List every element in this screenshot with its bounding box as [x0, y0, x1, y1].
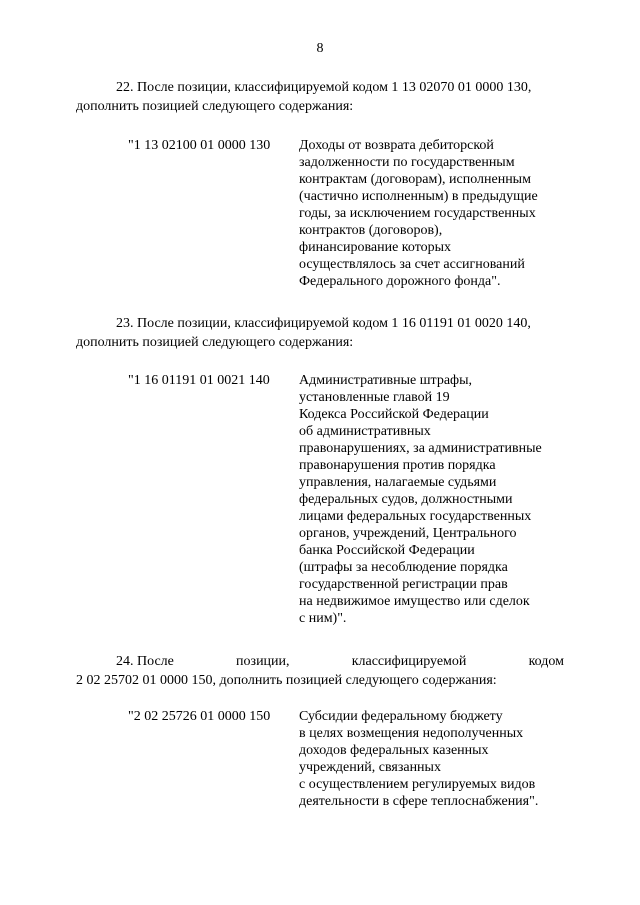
description-line: в целях возмещения недополученных: [299, 726, 524, 741]
classification-code-22: "1 13 02100 01 0000 130: [128, 138, 271, 153]
intro-word: 24. После: [116, 654, 174, 669]
description-line: (штрафы за несоблюдение порядка: [299, 560, 508, 575]
description-line: доходов федеральных казенных: [299, 743, 489, 758]
description-line: задолженности по государственным: [299, 155, 515, 170]
description-line: (частично исполненным) в предыдущие: [299, 189, 538, 204]
paragraph-intro-line: дополнить позицией следующего содержания:: [76, 335, 354, 350]
paragraph-intro-line: [76, 652, 564, 671]
paragraph-intro-line: 23. После позиции, классифицируемой кодом 1 16 01191 01 0020 140,: [116, 316, 531, 331]
description-line: на недвижимое имущество или сделок: [299, 594, 530, 609]
description-line: Административные штрафы,: [299, 373, 473, 388]
description-line: об административных: [299, 424, 431, 439]
description-line: контрактов (договоров),: [299, 223, 443, 238]
description-line: банка Российской Федерации: [299, 543, 475, 558]
description-line: Федерального дорожного фонда".: [299, 274, 501, 289]
classification-description-23: [299, 372, 579, 627]
description-line: контрактам (договорам), исполненным: [299, 172, 531, 187]
paragraph-intro-line: дополнить позицией следующего содержания:: [76, 99, 354, 114]
description-line: управления, налагаемые судьями: [299, 475, 497, 490]
classification-description-24: [299, 708, 579, 810]
description-line: учреждений, связанных: [299, 760, 441, 775]
classification-code-23: "1 16 01191 01 0021 140: [128, 373, 270, 388]
description-line: лицами федеральных государственных: [299, 509, 532, 524]
description-line: с ним)".: [299, 611, 347, 626]
description-line: финансирование которых: [299, 240, 452, 255]
paragraph-intro-line: 2 02 25702 01 0000 150, дополнить позицией следующего содержания:: [76, 673, 497, 688]
description-line: Доходы от возврата дебиторской: [299, 138, 494, 153]
description-line: государственной регистрации прав: [299, 577, 508, 592]
description-line: Кодекса Российской Федерации: [299, 407, 489, 422]
description-line: правонарушения против порядка: [299, 458, 496, 473]
description-line: осуществлялось за счет ассигнований: [299, 257, 525, 272]
description-line: правонарушениях, за административные: [299, 441, 542, 456]
paragraph-24-intro: [76, 652, 564, 690]
classification-code-24: "2 02 25726 01 0000 150: [128, 709, 271, 724]
description-line: федеральных судов, должностными: [299, 492, 513, 507]
description-line: с осуществлением регулируемых видов: [299, 777, 536, 792]
intro-word: позиции,: [236, 654, 290, 669]
page-number: 8: [316, 41, 324, 56]
intro-word: кодом: [528, 654, 564, 669]
description-line: деятельности в сфере теплоснабжения".: [299, 794, 539, 809]
intro-word: классифицируемой: [351, 654, 467, 669]
classification-description-22: [299, 137, 579, 290]
paragraph-intro-line: 22. После позиции, классифицируемой кодом 1 13 02070 01 0000 130,: [116, 80, 532, 95]
paragraph-22-intro: [76, 78, 564, 116]
description-line: Субсидии федеральному бюджету: [299, 709, 503, 724]
description-line: органов, учреждений, Центрального: [299, 526, 517, 541]
description-line: годы, за исключением государственных: [299, 206, 536, 221]
description-line: установленные главой 19: [299, 390, 450, 405]
paragraph-23-intro: [76, 314, 564, 352]
